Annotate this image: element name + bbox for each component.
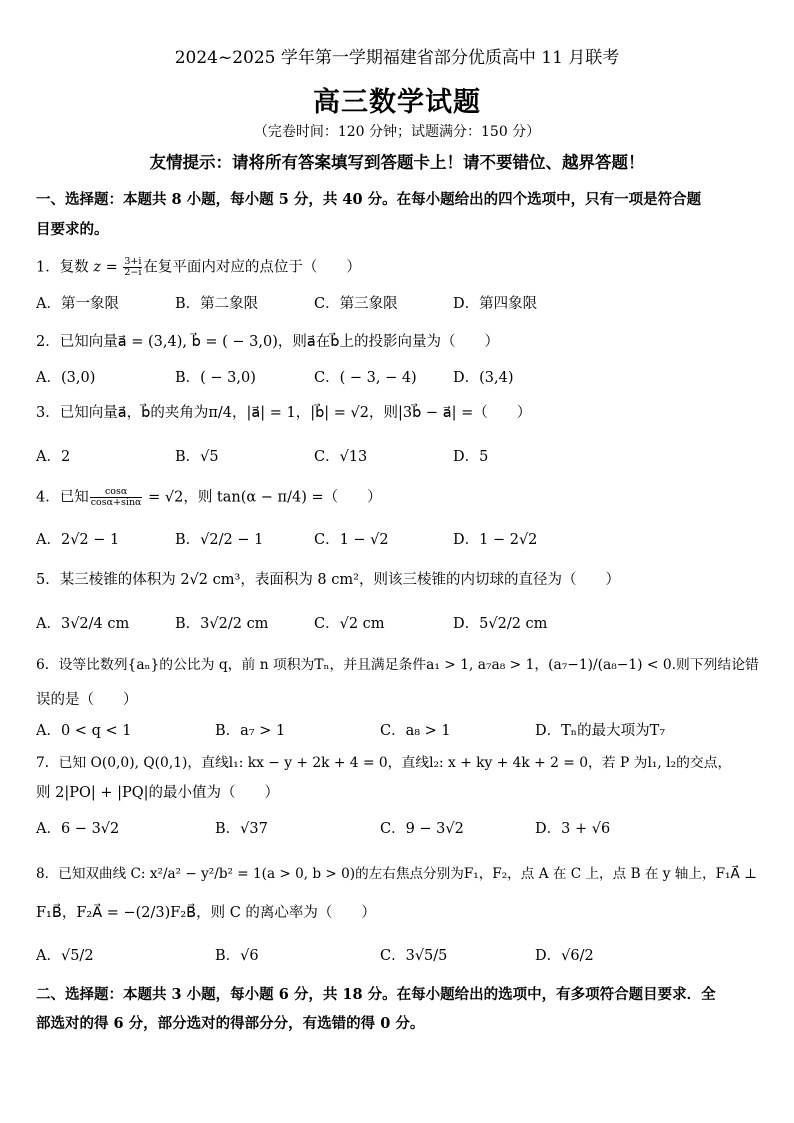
q5-option-c: C．√2 cm [314, 616, 385, 632]
question-2: 2．已知向量a⃗ = (3,4), b⃗ = ( − 3,0)，则a⃗在b⃗上的投影向量为（ ） [36, 334, 499, 350]
q4-fraction: $\frac{\cos\alpha}{\cos\alpha+\sin\alpha}$ [90, 486, 142, 508]
q2-option-d: D．(3,4) [453, 370, 514, 386]
q1-option-d: D．第四象限 [453, 296, 538, 312]
exam-info: （完卷时间：120 分钟；试题满分：150 分） [253, 124, 541, 140]
q7-option-b: B．√37 [215, 821, 268, 837]
q8-option-a: A．√5/2 [36, 948, 94, 964]
q4-option-a: A．2√2 − 1 [36, 532, 120, 548]
section1-heading-line1: 一、选择题：本题共 8 小题，每小题 5 分，共 40 分。在每小题给出的四个选项中，只有一项是符合题 [36, 191, 702, 208]
q6-option-a: A．0 < q < 1 [36, 723, 132, 739]
friendly-tip: 友情提示：请将所有答案填写到答题卡上！请不要错位、越界答题！ [149, 153, 645, 172]
q8-option-c: C．3√5/5 [380, 948, 448, 964]
q1-option-c: C．第三象限 [314, 296, 398, 312]
q5-option-a: A．3√2/4 cm [36, 616, 130, 632]
q6-option-c: C．a₈ > 1 [380, 723, 451, 739]
q7-option-d: D．3 + √6 [535, 821, 611, 837]
q3-option-c: C．√13 [314, 449, 368, 465]
question-1: 1．复数 z = $\frac{3+i}{2-i}$ 在复平面内对应的点位于（ ） [36, 256, 361, 278]
q6-option-b: B．a₇ > 1 [215, 723, 286, 739]
q1-option-a: A．第一象限 [36, 296, 119, 312]
section2-heading-line1: 二、选择题：本题共 3 小题，每小题 6 分，共 18 分。在每小题给出的选项中，有多项符合题目要求．全 [36, 986, 716, 1003]
q4-option-c: C．1 − √2 [314, 532, 389, 548]
question-3: 3．已知向量a⃗，b⃗的夹角为π/4，|a⃗| = 1，|b⃗| = √2，则|3b⃗ − a⃗| =（ ） [36, 405, 532, 421]
q7-option-a: A．6 − 3√2 [36, 821, 120, 837]
q8-option-b: B．√6 [215, 948, 259, 964]
q7-option-c: C．9 − 3√2 [380, 821, 464, 837]
q2-option-b: B．( − 3,0) [175, 370, 256, 386]
question-8-line1: 8．已知双曲线 C: x²/a² − y²/b² = 1(a > 0, b > 0)的左右焦点分别为F₁，F₂，点 A 在 C 上，点 B 在 y 轴上，F₁A⃗ ⊥ [36, 866, 757, 882]
q5-option-d: D．5√2/2 cm [453, 616, 548, 632]
q3-option-a: A．2 [36, 449, 71, 465]
question-6-line2: 误的是（ ） [36, 692, 138, 708]
question-7-line2: 则 2|PO| + |PQ|的最小值为（ ） [36, 785, 280, 801]
q1-fraction: $\frac{3+i}{2-i}$ [124, 256, 142, 278]
q4-option-d: D．1 − 2√2 [453, 532, 538, 548]
q3-option-d: D．5 [453, 449, 489, 465]
question-5: 5．某三棱锥的体积为 2√2 cm³，表面积为 8 cm²，则该三棱锥的内切球的直径为（ ） [36, 572, 620, 588]
question-6-line1: 6．设等比数列{aₙ}的公比为 q，前 n 项积为Tₙ，并且满足条件a₁ > 1, a₇a₈ > 1，(a₇−1)/(a₈−1) < 0.则下列结论错 [36, 657, 759, 673]
question-7-line1: 7．已知 O(0,0), Q(0,1)，直线l₁: kx − y + 2k + 4 = 0，直线l₂: x + ky + 4k + 2 = 0，若 P 为l₁, l₂的交点， [36, 755, 732, 771]
main-title: 高三数学试题 [313, 87, 481, 118]
exam-title: 2024~2025 学年第一学期福建省部分优质高中 11 月联考 [174, 48, 620, 68]
question-8-line2: F₁B⃗，F₂A⃗ = −(2/3)F₂B⃗，则 C 的离心率为（ ） [36, 905, 376, 921]
section1-heading-line2: 目要求的。 [36, 221, 109, 238]
q5-option-b: B．3√2/2 cm [175, 616, 269, 632]
q2-option-c: C．( − 3, − 4) [314, 370, 417, 386]
q4-option-b: B．√2/2 − 1 [175, 532, 264, 548]
q8-option-d: D．√6/2 [535, 948, 594, 964]
q3-option-b: B．√5 [175, 449, 219, 465]
q1-option-b: B．第二象限 [175, 296, 259, 312]
section2-heading-line2: 部选对的得 6 分，部分选对的得部分分，有选错的得 0 分。 [36, 1015, 425, 1032]
question-4: 4．已知 $\frac{\cos\alpha}{\cos\alpha+\sin\alpha}$ = √2，则 tan(α − π/4) =（ ） [36, 486, 382, 508]
q6-option-d: D．Tₙ的最大项为T₇ [535, 723, 666, 739]
q2-option-a: A．(3,0) [36, 370, 96, 386]
